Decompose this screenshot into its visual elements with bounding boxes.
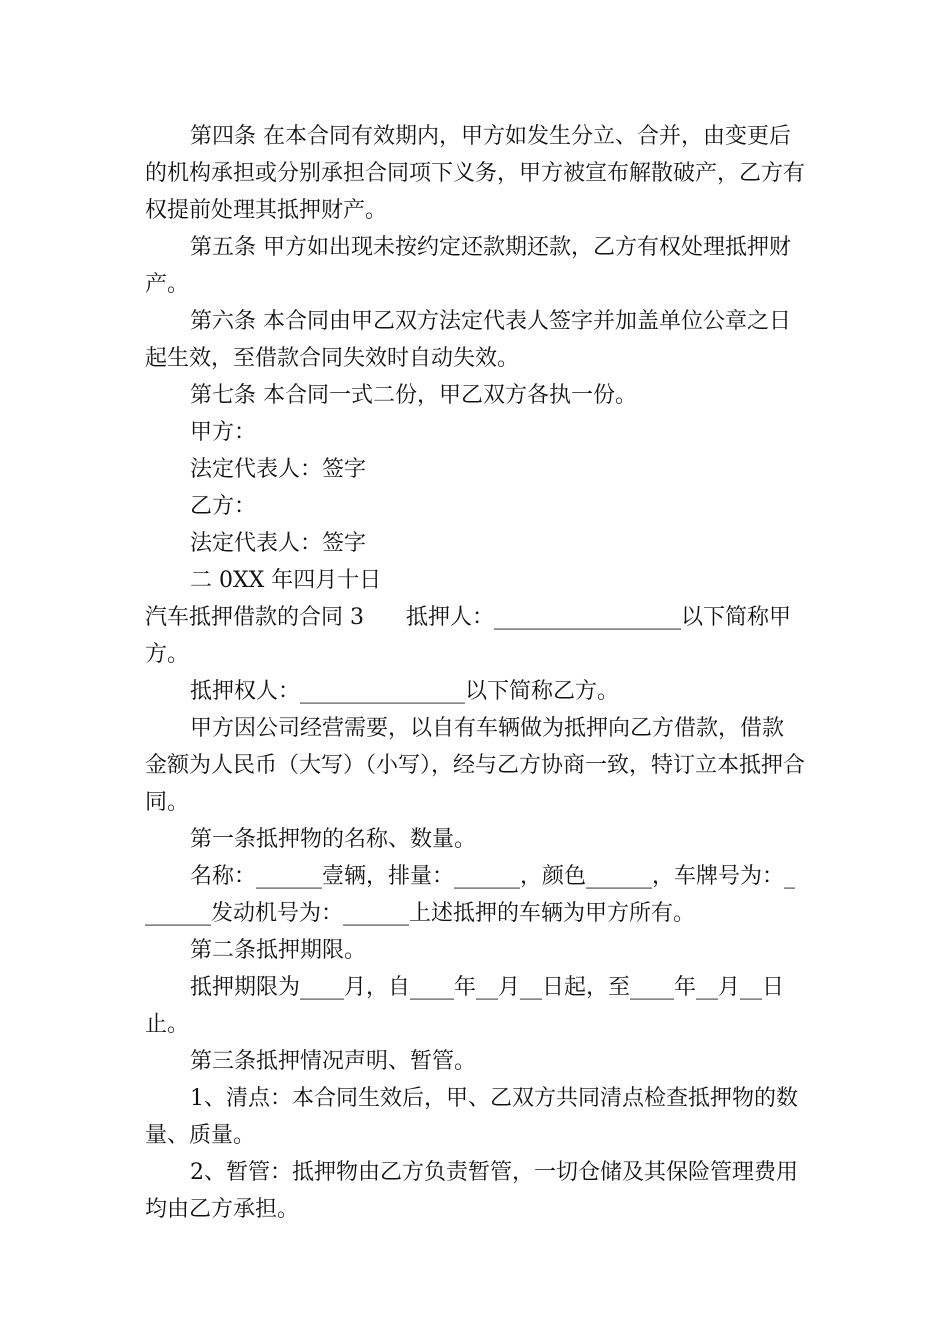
document-page — [145, 118, 805, 1228]
party-a: 甲方： — [190, 420, 257, 445]
article-2-heading: 第二条抵押期限。 — [190, 938, 367, 963]
party-b-representative: 法定代表人：签字 — [190, 531, 367, 556]
article-3-item-1: 1、清点：本合同生效后，甲、乙双方共同清点检查抵押物的数量、质量。 — [145, 1086, 798, 1148]
article-4: 第四条 在本合同有效期内，甲方如发生分立、合并，由变更后的机构承担或分别承担合同项下义务，甲方被宣布解散破产，乙方有权提前处理其抵押财产。 — [145, 124, 806, 223]
article-1-vehicle-details: 名称：______壹辆，排量：______，颜色______，车牌号为：_______发动机号为：______上述抵押的车辆为甲方所有。 — [145, 864, 796, 926]
article-2-term: 抵押期限为____月，自____年__月__日起，至____年__月__日止。 — [145, 975, 785, 1037]
party-a-representative: 法定代表人：签字 — [190, 457, 367, 482]
article-7: 第七条 本合同一式二份，甲乙双方各执一份。 — [190, 383, 637, 408]
article-3-heading: 第三条抵押情况声明、暂管。 — [190, 1049, 477, 1074]
signing-date: 二 0XX 年四月十日 — [190, 568, 382, 593]
article-5: 第五条 甲方如出现未按约定还款期还款，乙方有权处理抵押财产。 — [145, 235, 791, 297]
contract-3-title: 汽车抵押借款的合同 3 — [145, 605, 364, 630]
mortgagee-clause: 抵押权人：_______________以下简称乙方。 — [190, 679, 620, 704]
party-b: 乙方： — [190, 494, 257, 519]
article-3-item-2: 2、暂管：抵押物由乙方负责暂管，一切仓储及其保险管理费用均由乙方承担。 — [145, 1160, 798, 1222]
mortgagor-clause: 抵押人：_________________以下简称甲方。 — [145, 605, 792, 667]
contract-preamble: 甲方因公司经营需要，以自有车辆做为抵押向乙方借款，借款金额为人民币（大写）（小写），经与乙方协商一致，特订立本抵押合同。 — [145, 716, 806, 815]
contract-3-heading-line — [145, 599, 805, 673]
article-6: 第六条 本合同由甲乙双方法定代表人签字并加盖单位公章之日起生效，至借款合同失效时自动失效。 — [145, 309, 791, 371]
article-1-heading: 第一条抵押物的名称、数量。 — [190, 827, 477, 852]
